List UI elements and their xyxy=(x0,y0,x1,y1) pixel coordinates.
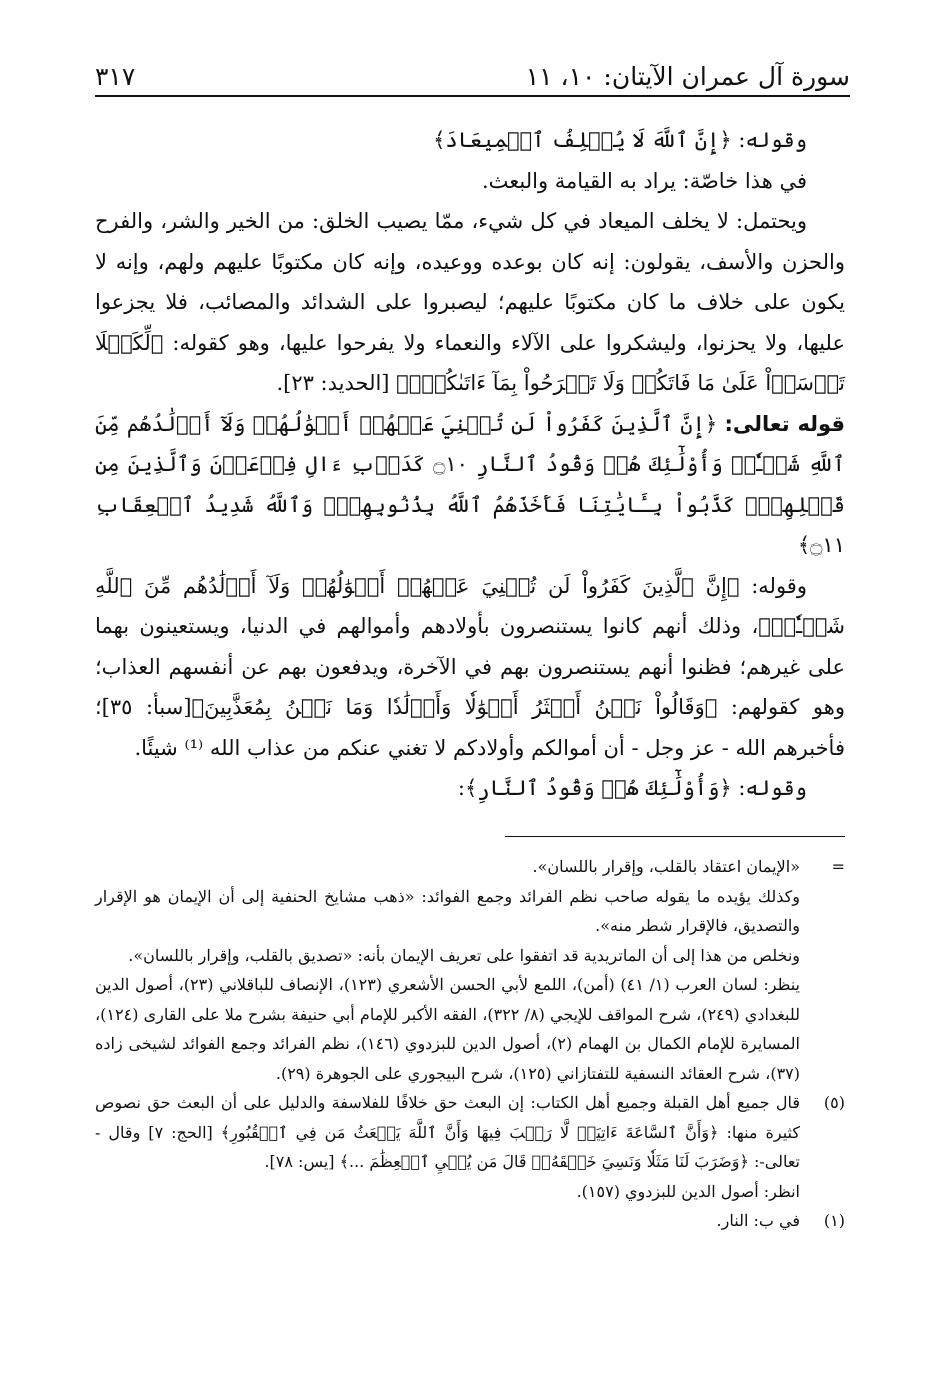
footnote-rule xyxy=(505,836,845,837)
footnote-5-marker: (٥) xyxy=(823,1093,845,1112)
verse-lead: قوله تعالى: xyxy=(724,411,845,436)
page-number: ٣١٧ xyxy=(95,62,136,91)
verse-text: ﴿إِنَّ ٱلَّذِينَ كَفَرُواْ لَن تُغۡنِيَ عَنۡهُمۡ أَمۡوَٰلُهُمۡ وَلَآ أَوۡلَٰدُهُم مِّنَ ٱللَّهِ شَيۡـٔٗاۖ وَأُوْلَٰٓئِكَ هُمۡ وَقُودُ ٱلنَّارِ ۝١٠ كَدَأۡبِ ءَالِ فِرۡعَوۡنَ وَٱلَّذِينَ مِن قَبۡلِهِمۡۚ كَذَّبُواْ بِـَٔايَٰتِنَا فَأَخَذَهُمُ ٱللَّهُ بِذُنُوبِهِمۡۗ وَٱللَّهُ شَدِيدُ ٱلۡعِقَابِ ۝١١﴾ xyxy=(95,411,845,557)
paragraph-6: وقوله: ﴿وَأُوْلَٰٓئِكَ هُمۡ وَقُودُ ٱلنَّارِ﴾: xyxy=(457,776,807,800)
footnote-1 xyxy=(95,1206,845,1236)
footnote-continuation-1-text: «الإيمان اعتقاد بالقلب، وإقرار باللسان». xyxy=(532,857,800,876)
footnote-continuation-4: ينظر: لسان العرب (١/ ٤١) (أمن)، اللمع لأبي الحسن الأشعري (١٢٣)، الإنصاف للباقلاني (٢٣)، أصول الدين للبغدادي (٢٤٩)، شرح المواقف للإيجي (٨/ ٣٢٢)، الفقه الأكبر للإمام أبي حنيفة بشرح ملا على القارى (١٢٤)، المسايرة للإمام الكمال بن الهمام (٢)، أصول الدين للبزدوي (١٤٦)، نظم الفرائد وجمع الفوائد لشيخى زاده (٣٧)، شرح العقائد النسفية للتفتازاني (١٢٥)، شرح البيجوري على الجوهرة (٢٩). xyxy=(95,975,801,1083)
footnote-1-marker: (١) xyxy=(823,1211,845,1230)
footnote-5 xyxy=(95,1088,845,1177)
running-title: سورة آل عمران الآيتان: ١٠، ١١ xyxy=(525,62,850,91)
footnote-continuation-3: ونخلص من هذا إلى أن الماتريدية قد اتفقوا على تعريف الإيمان بأنه: «تصديق بالقلب، وإقرار باللسان». xyxy=(128,945,800,965)
footnote-1-text: في ب: النار. xyxy=(716,1211,800,1230)
footnote-continuation-2: وكذلك يؤيده ما يقوله صاحب نظم الفرائد وجمع الفوائد: «ذهب مشايخ الحنفية إلى أن الإيمان هو الإقرار والتصديق، فالإقرار شطر منه». xyxy=(95,886,800,935)
paragraph-5: وقوله: ﴿إِنَّ ٱلَّذِينَ كَفَرُواْ لَن تُغۡنِيَ عَنۡهُمۡ أَمۡوَٰلُهُمۡ وَلَآ أَوۡلَٰدُهُم مِّنَ ٱللَّهِ شَيۡـٔٗاۖ﴾، وذلك أنهم كانوا يستنصرون بأولادهم وأموالهم في الدنيا، ويستعينون بهما على غيرهم؛ فظنوا أنهم يستنصرون بهم في الآخرة، ويدفعون بهم عن أنفسهم العذاب؛ وهو كقولهم: ﴿وَقَالُواْ نَحۡنُ أَكۡثَرُ أَمۡوَٰلٗا وَأَوۡلَٰدٗا وَمَا نَحۡنُ بِمُعَذَّبِينَ﴾[سبأ: ٣٥]؛ فأخبرهم الله - عز وجل - أن أموالكم وأولادكم لا تغني عنكم من عذاب الله ⁽¹⁾ شيئًا. xyxy=(95,573,845,760)
main-text xyxy=(95,120,845,809)
footnote-5-text: قال جميع أهل القبلة وجميع أهل الكتاب: إن البعث حق خلافًا للفلاسفة والدليل على أن البعث حق نصوص كثيرة منها: ﴿وَأَنَّ ٱلسَّاعَةَ ءَاتِيَةٞ لَّا رَيۡبَ فِيهَا وَأَنَّ ٱللَّهَ يَبۡعَثُ مَن فِي ٱلۡقُبُورِ﴾ [الحج: ٧] وقال - تعالى-: ﴿وَضَرَبَ لَنَا مَثَلٗا وَنَسِيَ خَلۡقَهُۥۖ قَالَ مَن يُحۡيِ ٱلۡعِظَٰمَ ...﴾ [يس: ٧٨]. xyxy=(95,1093,801,1171)
header-rule xyxy=(95,95,850,97)
paragraph-3: ويحتمل: لا يخلف الميعاد في كل شيء، ممّا يصيب الخلق: من الخير والشر، والفرح والحزن والأسف، يقولون: إنه كان بوعده ووعيده، وإنه كان مكتوبًا عليهم ولهم، وإنه لا يكون على خلاف ما كان مكتوبًا عليهم؛ ليصبروا على الشدائد والمصائب، فلا يجزعوا عليها، ولا يحزنوا، وليشكروا على الآلاء والنعماء ولا يفرحوا عليها، وهو كقوله: ﴿لِّكَيۡلَا تَأۡسَوۡاْ عَلَىٰ مَا فَاتَكُمۡ وَلَا تَفۡرَحُواْ بِمَآ ءَاتَىٰكُمۡۗ﴾ [الحديد: ٢٣]. xyxy=(95,209,845,395)
footnotes xyxy=(95,852,845,1236)
paragraph-2: في هذا خاصّة: يراد به القيامة والبعث. xyxy=(481,168,807,193)
footnote-5-reference: انظر: أصول الدين للبزدوي (١٥٧). xyxy=(576,1181,800,1201)
verse-paragraph xyxy=(95,404,845,566)
continuation-mark: = xyxy=(831,857,845,876)
footnote-continuation-1 xyxy=(95,852,845,882)
paragraph-1: وقوله: ﴿إِنَّ ٱللَّهَ لَا يُخۡلِفُ ٱلۡمِيعَادَ﴾ xyxy=(433,128,807,152)
page-header xyxy=(95,56,850,92)
